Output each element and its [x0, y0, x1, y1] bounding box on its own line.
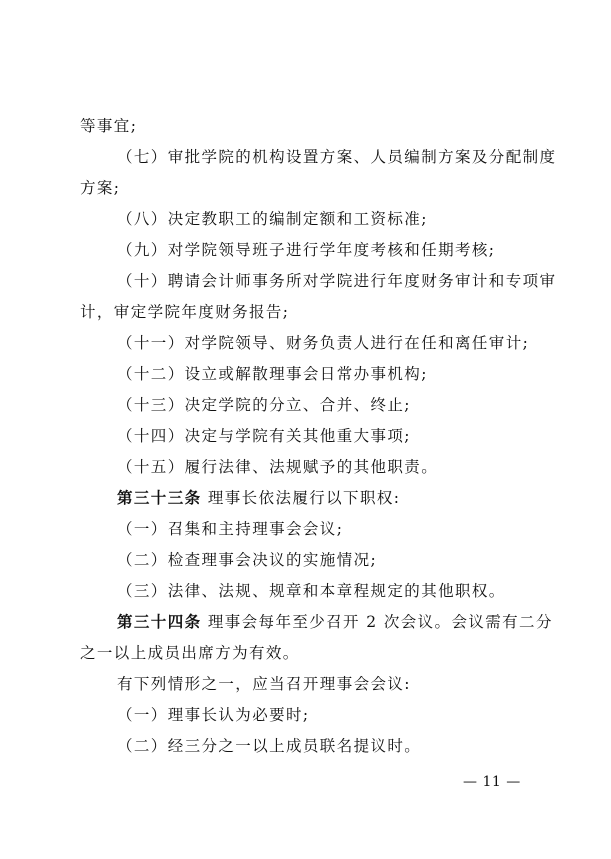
article-heading: 第三十四条	[117, 612, 202, 631]
article-heading: 第三十三条	[117, 488, 202, 507]
paragraph: 有下列情形之一，应当召开理事会会议:	[117, 675, 411, 693]
clause-item-12: （十二）设立或解散理事会日常办事机构;	[117, 365, 428, 383]
duty-item-3: （三）法律、法规、规章和本章程规定的其他职权。	[117, 582, 506, 600]
clause-item-14: （十四）决定与学院有关其他重大事项;	[117, 427, 411, 445]
clause-item-10: （十）聘请会计师事务所对学院进行年度财务审计和专项审	[117, 272, 557, 290]
condition-item-2: （二）经三分之一以上成员联名提议时。	[117, 737, 422, 755]
duty-item-2: （二）检查理事会决议的实施情况;	[117, 551, 378, 569]
clause-item-13: （十三）决定学院的分立、合并、终止;	[117, 396, 411, 414]
text-line: 计，审定学院年度财务报告;	[80, 303, 290, 321]
clause-item-7: （七）审批学院的机构设置方案、人员编制方案及分配制度	[117, 148, 557, 166]
article-34	[117, 612, 553, 632]
text-line: 之一以上成员出席方为有效。	[80, 644, 300, 662]
condition-item-1: （一）理事长认为必要时;	[117, 706, 310, 724]
duty-item-1: （一）召集和主持理事会会议;	[117, 520, 344, 538]
text-line: 方案;	[80, 179, 121, 197]
article-text: 理事会每年至少召开 2 次会议。会议需有二分	[207, 613, 553, 631]
article-33	[117, 488, 400, 508]
article-text: 理事长依法履行以下职权:	[207, 489, 401, 507]
text-line: 等事宜;	[80, 117, 138, 135]
clause-item-15: （十五）履行法律、法规赋予的其他职责。	[117, 458, 439, 476]
clause-item-11: （十一）对学院领导、财务负责人进行在任和离任审计;	[117, 334, 530, 352]
clause-item-8: （八）决定教职工的编制定额和工资标准;	[117, 210, 428, 228]
page-number: — 11 —	[463, 774, 521, 790]
clause-item-9: （九）对学院领导班子进行学年度考核和任期考核;	[117, 241, 496, 259]
